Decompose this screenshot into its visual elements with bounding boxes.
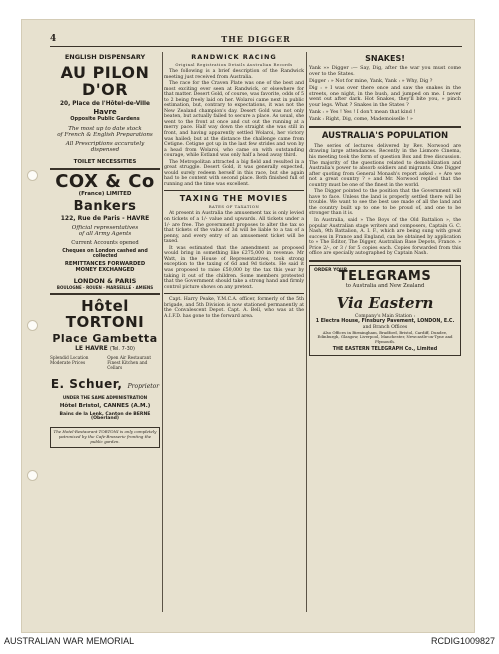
pilon-opposite: Opposite Public Gardens xyxy=(70,115,140,122)
divider xyxy=(309,260,461,262)
page-header xyxy=(50,34,462,47)
tortoni-proprietor-title: Proprietor xyxy=(127,383,160,391)
telegrams-title: TELEGRAMS xyxy=(338,268,432,284)
divider xyxy=(164,293,304,294)
telegrams-branches: and Branch Offices xyxy=(362,324,408,330)
via-eastern: Eastern xyxy=(368,293,434,312)
cox-bankers: Bankers xyxy=(73,198,137,214)
articles-column xyxy=(164,52,304,614)
divider xyxy=(50,293,160,295)
tortoni-feature: Open Air Restaurant xyxy=(107,355,152,361)
cox-official: of all Army Agents xyxy=(78,230,132,237)
taxing-title: TAXING THE MOVIES xyxy=(179,194,289,204)
cox-sub: (France) LIMITED xyxy=(78,191,132,198)
cox-name: COX & Co xyxy=(55,171,155,193)
pilon-address: 20, Place de l'Hôtel-de-Ville xyxy=(60,101,150,108)
cox-official: Official representatives xyxy=(71,224,139,231)
pilon-city: Havre xyxy=(93,108,117,117)
tortoni-note: The Hotel-Restaurant TORTONI is only completely patronized by the Cafe-Brasserie fronting the public garden. xyxy=(53,429,157,444)
telegrams-co: THE EASTERN TELEGRAPH Co., Limited xyxy=(332,346,438,352)
taxing-subtitle: RATES OF TAXATION xyxy=(208,204,260,210)
population-paragraph: The series of lectures delivered by Rev. Norwood are drawing large attendances. Recently in the Lismore Cinema, his meeting took the form of question Box and free discussion. The majority of the questions related to demobilization and Australia's power to absorb soldiers and migrants. One Digger after quoting from General Monash's report asked : » Are we not a great country ? » and Mr. Norwood replied that the country must be one of the finest in the world. xyxy=(309,143,461,188)
page-number: 4 xyxy=(50,34,57,44)
punch-hole xyxy=(27,170,38,181)
taxing-paragraph: Capt. Harry Peake, Y.M.C.A. officer, formerly of the 5th brigade, and 5th Division is now stationed permanently at the Convalescent Depot. Capt. A. Bell, who was at the A.I.F.D. has gone to the forward area. xyxy=(164,297,304,319)
tortoni-bristol: Hôtel Bristol, CANNES (A.M.) xyxy=(59,402,151,409)
snakes-line: Digger : » Not for mine, Yank, Yank : » Why, Dig ? xyxy=(309,77,433,84)
snakes-line: Dig : » I was over there once and saw the snakes in the streets, one night, in the bush, and jumped on me. I never went out after dark. Hot Snakes, they'll bite you, » pinch your legs. What ? Snakes in the States ? xyxy=(309,84,461,109)
tortoni-feature: Finest Kitchen and Cellars xyxy=(107,360,148,371)
pilon-tagline: of French & English Preparations xyxy=(57,131,153,138)
telegrams-small: Also Offices in Birmingham, Bradford, Bristol, Cardiff, Dundee, Edinburgh, Glasgow, Liverpool, Manchester, Newcastle-on-Tyne and Plymouth. xyxy=(317,329,453,345)
right-column xyxy=(309,52,461,614)
tortoni-feature: Splendid Location xyxy=(50,355,89,361)
newspaper-page xyxy=(22,20,474,632)
cox-address: 122, Rue de Paris - HAVRE xyxy=(60,214,150,222)
population-paragraph: The Digger pointed to the position that the Government will have to face. Unless the land is properly settled there will be trouble. We want to see the best use made of all the land and the country built up to one to be proud of, and one to be stronger than it is. xyxy=(309,189,461,217)
tortoni-feature: Moderate Prices xyxy=(50,360,86,366)
taxing-paragraph: It was estimated that the amendment as proposed would bring in something like £275,000 in revenue. Mr Watt, in the House of Representatives, took strong exception to the taxing of 6d and 9d tickets. He said it was proposed to raise £50,000 by the tax this year by taking it out of the children. Some members protested that the Government should take a strong hand and firmly control picture shows on any pretext. xyxy=(164,245,304,290)
snakes-line: Yank : » Yes ! Yes ! I don't mean that kind ! xyxy=(309,109,416,116)
cox-cheques: Cheques on London cashed and collected xyxy=(62,249,148,260)
pilon-name: AU PILON D'OR xyxy=(60,62,150,99)
snakes-article xyxy=(309,66,461,123)
snakes-line: Yank : Right, Dig, come, Mademoiselle ! » xyxy=(309,116,413,122)
punch-hole xyxy=(27,470,38,481)
archive-caption: AUSTRALIAN WAR MEMORIAL xyxy=(4,636,135,646)
population-title: AUSTRALIA'S POPULATION xyxy=(321,130,449,141)
tortoni-name: Hôtel TORTONI xyxy=(65,297,145,331)
population-paragraph: In Australia, said » The Boys of the Old Battalion », the popular Australian stage writers and composers, Captain G. C. Nash, 9th Battalion, A. I. F., which are being sung with great success in France and England, can be obtained by application to » The Editor, The Digger, Australian Base Depots, France. » Price 2/-, or 3 / for 5 copies each. Copies forwarded from this office are specially autographed by Captain Nash. xyxy=(309,217,461,257)
tortoni-proprietor-name: E. Schuer, xyxy=(50,377,123,392)
cox-remit: REMITTANCES FORWARDED xyxy=(64,261,146,268)
telegrams-sub: to Australia and New Zealand xyxy=(345,283,425,290)
snakes-line: Yank »» Digger :— Say, Dig, after the war you must come over to the States. xyxy=(309,65,461,77)
population-article xyxy=(309,144,461,257)
pilon-tagline: The most up to date stock xyxy=(68,126,142,133)
toilet-necessities: TOILET NECESSITIES xyxy=(73,158,137,165)
telegrams-ad xyxy=(309,265,461,356)
punch-holes xyxy=(27,20,37,632)
tortoni-city: LE HAVRE xyxy=(75,345,108,353)
divider xyxy=(309,126,461,128)
telegrams-order: ORDER YOUR xyxy=(314,267,348,273)
telegrams-company: Company's Main Station : xyxy=(354,314,416,320)
tortoni-place: Place Gambetta xyxy=(52,331,158,345)
tortoni-bains: Bains de la Lenk, Canton de BERNE (Oberland) xyxy=(59,411,151,422)
divider xyxy=(50,168,160,170)
tortoni-features xyxy=(50,355,160,370)
pilon-tagline: All Prescriptions accurately xyxy=(65,140,145,147)
column-rule xyxy=(306,52,307,612)
tortoni-tel: (Tel. 7-30) xyxy=(109,346,135,353)
randwick-subtitle: Original Registration Details Australian Records xyxy=(175,62,293,67)
ads-column xyxy=(50,52,160,612)
divider xyxy=(164,190,304,191)
telegrams-address: 1 Electra House, Finsbury Pavement, LONDON, E.C. xyxy=(315,319,455,325)
cox-remit: MONEY EXCHANGED xyxy=(75,266,135,273)
archive-id: RCDIG1009827 xyxy=(430,636,495,646)
cox-branches: BOULOGNE · ROUEN · MARSEILLE · AMIENS xyxy=(56,284,154,290)
cox-london-paris: LONDON & PARIS xyxy=(73,277,137,286)
dispensary-heading: ENGLISH DISPENSARY xyxy=(64,53,146,61)
randwick-title: RANDWICK RACING xyxy=(191,53,277,61)
punch-hole xyxy=(27,320,38,331)
cox-current: Current Accounts opened xyxy=(71,239,139,246)
randwick-paragraph: The race for the Craven Plate was one of the best and most exciting ever seen at Randwick, or elsewhere for that matter. Desert Gold, of course, was favorite, odds of 5 to 2 being freely laid on her. Wolaroi came next in public estimation, but, contrary to expectations, it was not the New Zealand champion's day. Desert Gold was not only beaten, but actually failed to secure a place. As usual, she went to the front at once and cut out the running at a merry pace. Half way down the straight she was still in front, and having apparently settled Wolaroi, her victory was hailed; but at the distance the challenge came from Cetigne. Cetigne got up in the last few strides and won by a head from Wolaroi, who came on with outstanding courage, while Estland was only half a head away third. xyxy=(164,81,304,159)
tortoni-same-admin: UNDER THE SAME ADMINISTRATION xyxy=(62,395,148,401)
randwick-paragraph: The Metropolitan attracted a big field and resulted in a great struggle. Desert Gold, it was generally expected, would surely redeem herself in this race, but she again had to be content with second place. Both finished full of running and the time was excellent. xyxy=(164,159,304,187)
masthead: THE DIGGER xyxy=(221,34,291,44)
randwick-paragraph: The following is a brief description of the Randwick meeting just received from Australia. xyxy=(164,69,304,80)
snakes-title: SNAKES! xyxy=(365,54,405,63)
pilon-tagline: dispensed xyxy=(90,146,120,153)
via-label: Via xyxy=(336,293,364,312)
taxing-paragraph: At present in Australia the amusement tax is only levied on tickets of a 1/- value and upwards. All tickets under a 1/- are free. The government proposes to alter the tax so that tickets of the value of 3d will be liable to a tax of a penny, and every entry of an amusement ticket will be taxed. xyxy=(164,211,304,245)
column-rule xyxy=(162,52,163,612)
